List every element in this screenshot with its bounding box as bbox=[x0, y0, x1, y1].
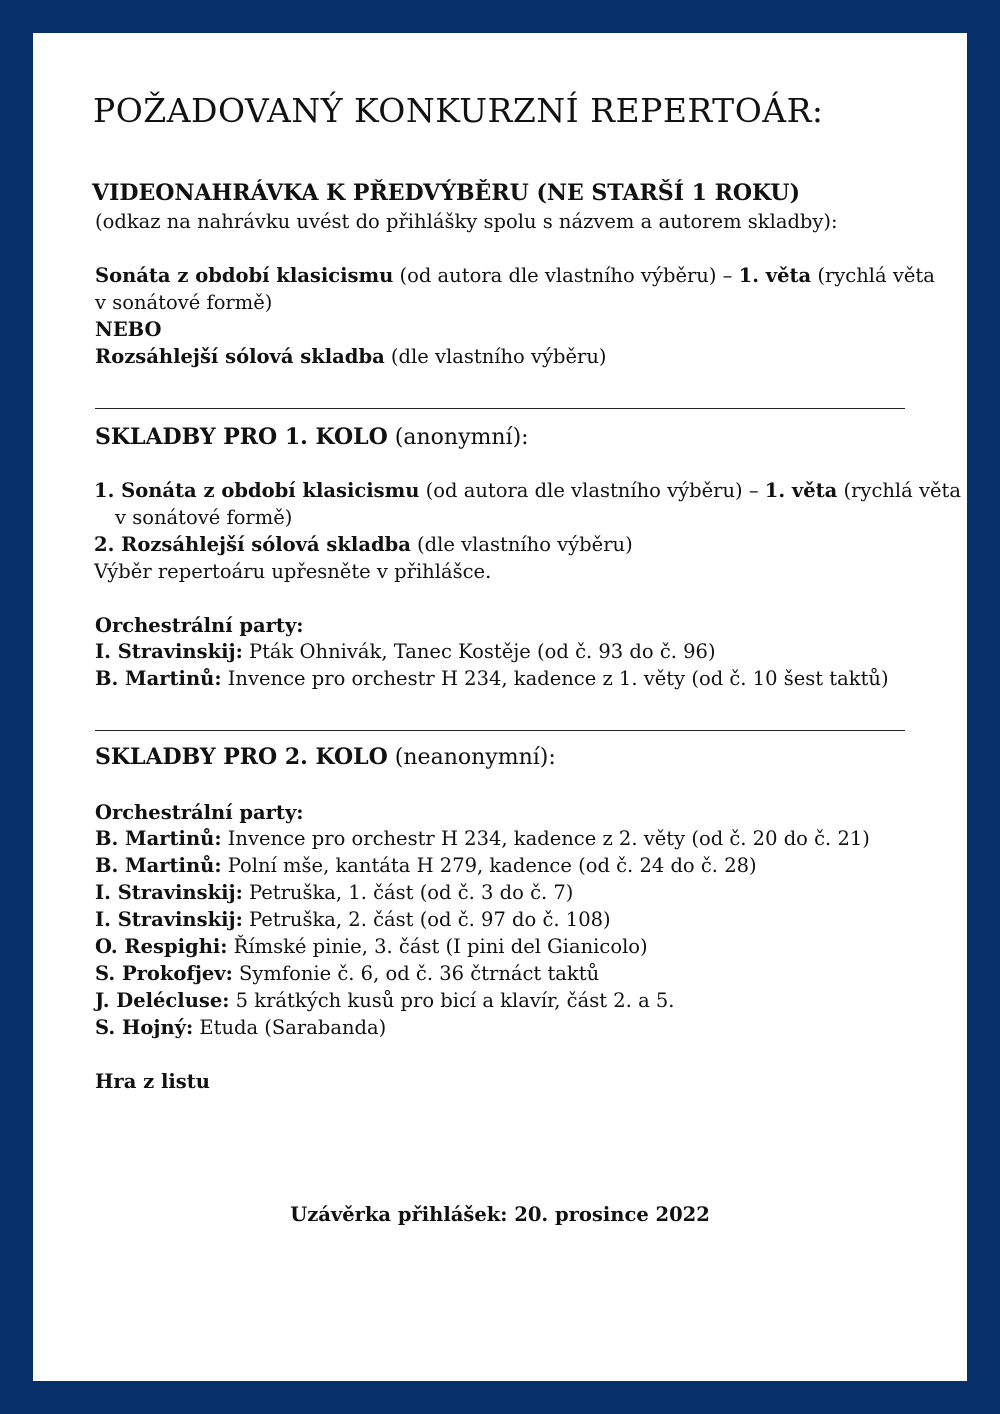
part-composer: I. Stravinskij: bbox=[95, 881, 243, 904]
round1-part bbox=[95, 665, 889, 692]
part-work: Římské pinie, 3. část (I pini del Gianicolo) bbox=[227, 935, 648, 958]
part-composer: S. Prokofjev: bbox=[95, 962, 233, 985]
part-work: Pták Ohnivák, Tanec Kostěje (od č. 93 do č. 96) bbox=[242, 640, 716, 663]
document-page bbox=[33, 33, 967, 1381]
video-option1-title: Sonáta z období klasicismu bbox=[95, 264, 394, 287]
video-option2-text: (dle vlastního výběru) bbox=[384, 345, 607, 368]
round2-part bbox=[95, 987, 675, 1014]
sight-reading: Hra z listu bbox=[95, 1070, 210, 1093]
video-option1-line2: v sonátové formě) bbox=[95, 291, 273, 314]
round1-item2-text: (dle vlastního výběru) bbox=[410, 533, 633, 556]
deadline: Uzávěrka přihlášek: 20. prosince 2022 bbox=[290, 1203, 710, 1226]
video-option2-title: Rozsáhlejší sólová skladba bbox=[95, 345, 385, 368]
round2-part bbox=[95, 906, 611, 933]
video-option1-text2: (rychlá věta bbox=[811, 264, 935, 287]
part-work: 5 krátkých kusů pro bicí a klavír, část 2. a 5. bbox=[229, 989, 675, 1012]
divider bbox=[95, 408, 905, 409]
round1-item1-movement: 1. věta bbox=[764, 479, 838, 502]
part-composer: B. Martinů: bbox=[95, 827, 222, 850]
video-heading: VIDEONAHRÁVKA K PŘEDVÝBĚRU (NE STARŠÍ 1 ROKU) bbox=[92, 180, 800, 206]
part-work: Invence pro orchestr H 234, kadence z 1. věty (od č. 10 šest taktů) bbox=[221, 667, 889, 690]
round1-item1 bbox=[94, 477, 961, 504]
round2-heading-title: SKLADBY PRO 2. KOLO bbox=[95, 744, 388, 770]
part-composer: B. Martinů: bbox=[95, 854, 222, 877]
round2-heading bbox=[95, 744, 556, 771]
round1-item2 bbox=[94, 531, 633, 558]
video-option1-text: (od autora dle vlastního výběru) – bbox=[393, 264, 739, 287]
part-composer: J. Delécluse: bbox=[95, 989, 230, 1012]
round2-parts-heading: Orchestrální party: bbox=[95, 801, 304, 824]
round1-heading-title: SKLADBY PRO 1. KOLO bbox=[95, 424, 388, 450]
part-composer: I. Stravinskij: bbox=[95, 908, 243, 931]
part-work: Etuda (Sarabanda) bbox=[193, 1016, 387, 1039]
part-work: Petruška, 1. část (od č. 3 do č. 7) bbox=[242, 881, 574, 904]
round2-part bbox=[95, 852, 757, 879]
round1-heading-note: (anonymní): bbox=[387, 425, 529, 450]
page-title: POŽADOVANÝ KONKURZNÍ REPERTOÁR: bbox=[93, 91, 824, 130]
video-option2 bbox=[95, 343, 607, 370]
part-work: Symfonie č. 6, od č. 36 čtrnáct taktů bbox=[232, 962, 600, 985]
video-option1 bbox=[95, 262, 935, 289]
round2-part bbox=[95, 933, 648, 960]
video-note: (odkaz na nahrávku uvést do přihlášky spolu s názvem a autorem skladby): bbox=[95, 210, 838, 233]
round1-part bbox=[95, 638, 716, 665]
round1-item2-title: 2. Rozsáhlejší sólová skladba bbox=[94, 533, 411, 556]
round1-heading bbox=[95, 424, 529, 451]
round2-part bbox=[95, 879, 573, 906]
round1-item1-text: (od autora dle vlastního výběru) – bbox=[419, 479, 765, 502]
round2-heading-note: (neanonymní): bbox=[387, 745, 556, 770]
round1-item1-title: 1. Sonáta z období klasicismu bbox=[94, 479, 420, 502]
part-work: Petruška, 2. část (od č. 97 do č. 108) bbox=[242, 908, 611, 931]
part-composer: O. Respighi: bbox=[95, 935, 228, 958]
round1-parts-heading: Orchestrální party: bbox=[95, 614, 304, 637]
round1-item1-line2: v sonátové formě) bbox=[115, 506, 293, 529]
video-option1-movement: 1. věta bbox=[738, 264, 812, 287]
round1-item1-text2: (rychlá věta bbox=[837, 479, 961, 502]
part-composer: I. Stravinskij: bbox=[95, 640, 243, 663]
round2-part bbox=[95, 825, 870, 852]
video-or: NEBO bbox=[95, 318, 162, 341]
round2-part bbox=[95, 960, 599, 987]
part-work: Invence pro orchestr H 234, kadence z 2. věty (od č. 20 do č. 21) bbox=[221, 827, 870, 850]
part-composer: B. Martinů: bbox=[95, 667, 222, 690]
divider bbox=[95, 730, 905, 731]
round2-part bbox=[95, 1014, 386, 1041]
part-work: Polní mše, kantáta H 279, kadence (od č. 24 do č. 28) bbox=[221, 854, 757, 877]
part-composer: S. Hojný: bbox=[95, 1016, 194, 1039]
round1-note: Výběr repertoáru upřesněte v přihlášce. bbox=[94, 560, 492, 583]
